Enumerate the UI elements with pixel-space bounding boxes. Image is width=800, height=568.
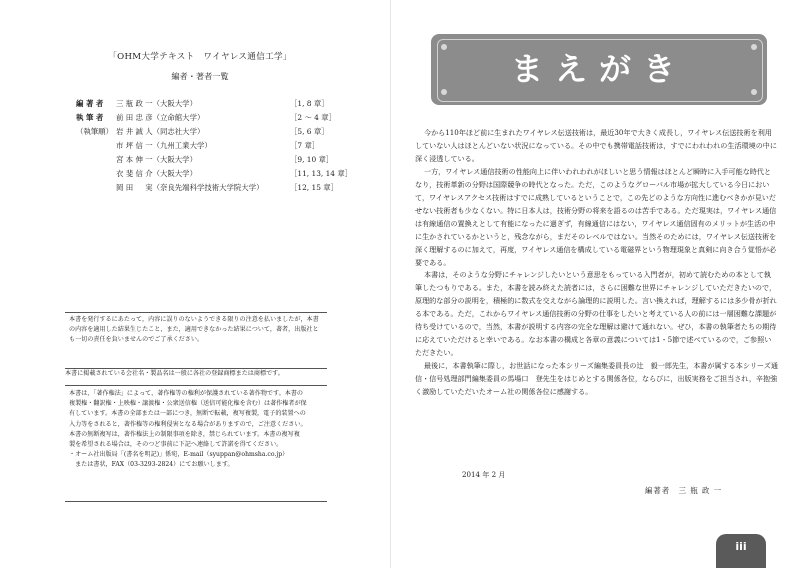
copyright-line: 製を希望される場合は，そのつど事前に下記へ連絡して許諾を得てください。 (69, 441, 283, 449)
writer-row (76, 139, 366, 153)
person-name: 衣 斐 信 介（大阪大学） (116, 169, 197, 178)
left-page (0, 0, 391, 568)
preface-paragraph: 一方，ワイヤレス通信技術の性能向上に伴いわれわれがほしいと思う情報はほとんど瞬時に入手可能な時代となり，技術革新の分野は国際競争の時代となった。ただ，このようなグローバル市場が拡大している今日において，ワイヤレスアクセス技術はすでに成熟しているということで，この先どのような方向性に進むべきかが見いだせない技術者も少なくない。特に日本人は，技術分野の将来を語るのは苦手である。ただ現実は，ワイヤレス通信は有線通信の置換えとして有能になったに過ぎず，有線通信にはない，ワイヤレス通信固有のメリットが生活の中に生かされているかというと，残念ながら，まだそのレベルではない。当然そのためには，ワイヤレス伝送技術を深く理解するのに加えて，再度，ワイヤレス通信を構成している電磁界という物理現象と真剣に向き合う覚悟が必要である。 (415, 166, 777, 267)
editors-list (76, 97, 366, 195)
person-name: 前 田 忠 彦（立命館大学） (116, 113, 205, 122)
writers-role-note: （執筆順） (76, 127, 113, 136)
writer-row (76, 111, 366, 125)
page-number: iii (735, 540, 747, 553)
editors-list-title: 編者・著者一覧 (171, 71, 229, 81)
person-chapters: ［9, 10 章］ (290, 155, 334, 164)
copyright-line: 有しています。本書の全部または一部につき，無断で転載，複写複製，電子的装置への (69, 410, 306, 418)
person-name: 岩 井 誠 人（同志社大学） (116, 127, 205, 136)
writer-row (76, 181, 366, 195)
person-chapters: ［12, 15 章］ (290, 183, 339, 192)
series-title: 「OHM大学テキスト ワイヤレス通信工学」 (108, 52, 292, 62)
preface-paragraph: 今から110年ほど前に生まれたワイヤレス伝送技術は，最近30年で大きく成長し，ワイヤレス伝送技術を利用していない人はほとんどいない状況になっている。その中でも携帯電話技術は，すでにわれわれの生活環境の中に深く浸透している。 (415, 128, 777, 163)
writers-role: 執 筆 者 (76, 113, 104, 122)
copyright-box (65, 385, 327, 502)
copyright-line: 本書は，「著作権法」によって，著作権等の権利が保護されている著作物です。本書の (69, 390, 303, 397)
preface-body (415, 127, 778, 399)
trademark-notice: 本書に掲載されている会社名・製品名は一般に各社の登録商標または商標です。 (65, 370, 284, 377)
copyright-line: ・オーム社出版局「(書名を明記)」係宛，E-mail（syuppan@ohmsha.co.jp） (69, 451, 289, 459)
person-name: 岡 田 実（奈良先端科学技術大学院大学） (116, 183, 264, 192)
preface-paragraph: 本書は，そのような分野にチャレンジしたいという意思をもっている入門者が，初めて読むための本として執筆したつもりである。また，本書を読み終えた読者には，さらに困難な世界にチャレンジしていただきたいので，原理的な部分の説明を，積極的に数式を交えながら論理的に説明した。言い換えれば，理解するには多少骨が折れる本である。ただ，これからワイヤレス通信技術の分野の仕事をしたいと考えている人の前には一層困難な課題が待ち受けているので，当然，本書が説明する内容の完全な理解は避けて通れない。ぜひ，本書の執筆者たちの期待に応えていただけると幸いである。なお本書の構成と各章の意義については1・5節で述べているので，ご参照いただきたい。 (415, 270, 777, 358)
person-name: 宮 本 伸 一（大阪大学） (116, 155, 197, 164)
person-name: 三 瓶 政 一（大阪大学） (116, 99, 197, 108)
copyright-line: または書状，FAX（03-3293-2824）にてお願いします。 (69, 461, 234, 469)
writer-row (76, 125, 366, 139)
person-chapters: ［11, 13, 14 章］ (290, 169, 353, 178)
copyright-line: 本書の無断複写は，著作権法上の制限事項を除き，禁じられています。本書の複写複 (69, 430, 300, 438)
person-chapters: ［1, 8 章］ (290, 99, 329, 108)
editor-row (76, 97, 366, 111)
person-chapters: ［5, 6 章］ (290, 127, 329, 136)
copyright-line: 複製権・翻訳権・上映権・譲渡権・公衆送信権（送信可能化権を含む）は著作権者が保 (69, 400, 307, 408)
preface-author: 編著者 三 瓶 政 一 (645, 486, 723, 495)
editor-role: 編 著 者 (76, 99, 104, 108)
person-name: 市 坪 信 一（九州工業大学） (116, 141, 212, 150)
person-chapters: ［7 章］ (290, 141, 320, 150)
person-chapters: ［2 ～ 4 章］ (290, 113, 337, 122)
preface-paragraph: 最後に，本書執筆に際し，お世話になった本シリーズ編集委員長の辻 毅一郎先生，本書が属する本シリーズ通信・信号処理部門編集委員の馬場口 登先生をはじめとする関係各位，ならびに，出版実務をご担当され，辛抱強く激励していただいたオーム社の関係各位に感謝する。 (415, 361, 778, 397)
copyright-line: 入力等をされると，著作権等の権利侵害となる場合がありますので，ご注意ください。 (69, 420, 307, 428)
disclaimer-text: 本書を発行するにあたって，内容に誤りのないようできる限りの注意を払いましたが，本書の内容を適用した結果生じたこと，また，適用できなかった結果について，著者，出版社とも一切の責任を負いませんのでご了承ください。 (69, 316, 319, 344)
disclaimer-box (65, 312, 327, 369)
preface-date: 2014 年 2 月 (462, 470, 506, 479)
page-title: まえがき (510, 50, 687, 88)
writer-row (76, 167, 366, 181)
writer-row (76, 153, 366, 167)
